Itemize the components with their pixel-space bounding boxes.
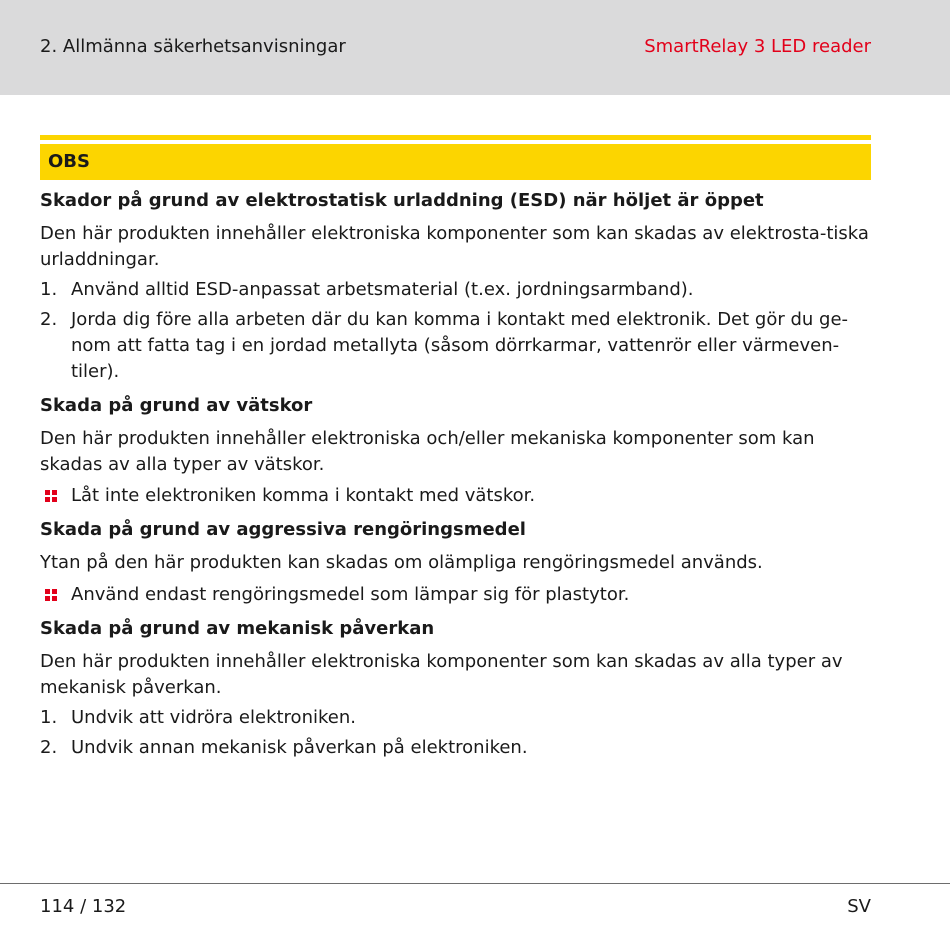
step-number: 1.	[40, 279, 58, 300]
step-text: Använd alltid ESD-anpassat arbetsmaterial (t.ex. jordningsarmband).	[71, 279, 694, 300]
esd-section-text: Den här produkten innehåller elektroniska komponenter som kan skadas av elektrosta-tiska urladdningar.	[40, 223, 869, 270]
mechanical-section-text: Den här produkten innehåller elektroniska komponenter som kan skadas av alla typer av mekanisk påverkan.	[40, 651, 843, 698]
chapter-title: 2. Allmänna säkerhetsanvisningar	[40, 36, 346, 57]
list-item	[40, 307, 871, 385]
step-number: 1.	[40, 707, 58, 728]
page-header	[0, 0, 950, 95]
esd-section-title: Skador på grund av elektrostatisk urladdning (ESD) när höljet är öppet	[40, 190, 764, 211]
step-number: 2.	[40, 309, 58, 330]
liquids-section-title: Skada på grund av vätskor	[40, 395, 313, 416]
list-item	[40, 483, 871, 509]
notice-content	[40, 188, 871, 761]
list-item	[40, 277, 871, 303]
step-text: Undvik att vidröra elektroniken.	[71, 707, 356, 728]
list-item	[40, 735, 871, 761]
mechanical-section-title: Skada på grund av mekanisk påverkan	[40, 618, 435, 639]
step-text: Jorda dig före alla arbeten där du kan komma i kontakt med elektronik. Det gör du ge-nom att fatta tag i en jordad metallyta (såsom dörrkarmar, vattenrör eller värmeven-tiler).	[71, 309, 849, 382]
bullet-text: Använd endast rengöringsmedel som lämpar sig för plastytor.	[71, 584, 630, 605]
notice-label: OBS	[48, 151, 90, 172]
liquids-section-text: Den här produkten innehåller elektroniska och/eller mekaniska komponenter som kan skadas av alla typer av vätskor.	[40, 428, 815, 475]
page-number: 114 / 132	[40, 896, 127, 917]
liquids-bullets-list	[40, 483, 871, 509]
cleaning-section-text: Ytan på den här produkten kan skadas om olämpliga rengöringsmedel används.	[40, 552, 763, 573]
cleaning-section-title: Skada på grund av aggressiva rengöringsmedel	[40, 519, 526, 540]
notice-top-rule	[40, 135, 871, 140]
step-number: 2.	[40, 737, 58, 758]
red-four-squares-bullet-icon	[45, 589, 57, 601]
step-text: Undvik annan mekanisk påverkan på elektroniken.	[71, 737, 528, 758]
mechanical-steps-list	[40, 705, 871, 761]
list-item	[40, 582, 871, 608]
red-four-squares-bullet-icon	[45, 490, 57, 502]
list-item	[40, 705, 871, 731]
product-name: SmartRelay 3 LED reader	[644, 36, 871, 57]
language-code: SV	[847, 896, 871, 917]
notice-banner	[40, 144, 871, 180]
footer-rule	[0, 883, 950, 884]
cleaning-bullets-list	[40, 582, 871, 608]
esd-steps-list	[40, 277, 871, 385]
bullet-text: Låt inte elektroniken komma i kontakt med vätskor.	[71, 485, 536, 506]
